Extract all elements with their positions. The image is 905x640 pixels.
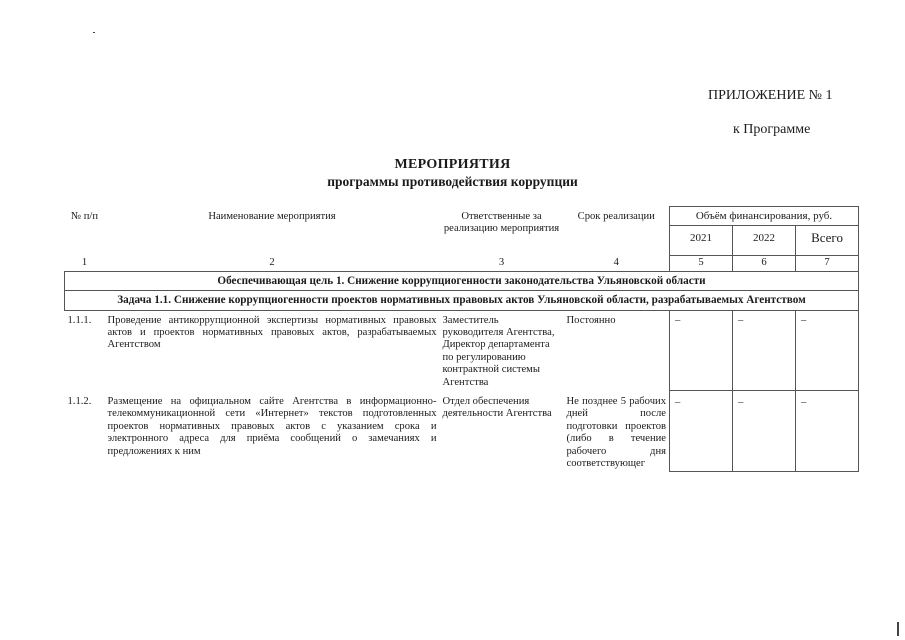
col-header-name: Наименование мероприятия: [208, 210, 336, 222]
col-number: 6: [733, 256, 796, 271]
row-total: –: [796, 310, 859, 390]
row-responsible: Отдел обеспечения деятельности Агентства: [442, 396, 552, 420]
goal-row: [65, 271, 859, 290]
col-number: 4: [613, 256, 619, 268]
table-row: [65, 310, 859, 390]
row-name: Размещение на официальном сайте Агентства в информационно-телекоммуникационной сети «Интернет» текстов подготовленных проектов нормативных правовых актов с указанием срока и электронного адреса для приёма сообщений о замечаниях и предложениях к ним: [107, 396, 437, 457]
col-header-2022: 2022: [733, 226, 796, 256]
col-header-responsible: Ответственные за реализацию мероприятия: [443, 210, 560, 234]
scan-mark: [897, 622, 899, 636]
row-responsible: Заместитель руководителя Агентства, Директор департамента по регулированию контрактной системы Агентства: [442, 314, 555, 388]
col-number: 1: [81, 256, 88, 268]
row-deadline: Постоянно: [566, 314, 616, 326]
row-number: 1.1.1.: [67, 314, 92, 326]
column-numbers-row: [65, 256, 859, 271]
col-number: 2: [269, 256, 275, 268]
col-header-num: № п/п: [70, 210, 99, 222]
row-2021: –: [670, 390, 733, 471]
col-number: 5: [670, 256, 733, 271]
col-number: 3: [498, 256, 505, 268]
goal-heading: Обеспечивающая цель 1. Снижение коррупциогенности законодательства Ульяновской области: [65, 271, 859, 290]
appendix-subtitle: к Программе: [733, 122, 811, 137]
col-header-2021: 2021: [670, 226, 733, 256]
measures-table: [64, 206, 859, 472]
table-header-row: [65, 207, 859, 226]
row-2021: –: [670, 310, 733, 390]
task-row: [65, 291, 859, 310]
row-deadline: Не позднее 5 рабочих дней после подготовки проектов (либо в течение рабочего дня соответствующег: [564, 390, 670, 471]
col-header-financing: Объём финансирования, руб.: [670, 207, 859, 226]
col-number: 7: [796, 256, 859, 271]
row-number: 1.1.2.: [67, 396, 92, 408]
row-2022: –: [733, 310, 796, 390]
scan-mark: [93, 32, 95, 33]
row-2022: –: [733, 390, 796, 471]
row-name: Проведение антикоррупционной экспертизы нормативных правовых актов и проектов нормативных правовых актов, разрабатываемых Агентством: [107, 314, 437, 351]
col-header-deadline: Срок реализации: [577, 210, 655, 222]
row-total: –: [796, 390, 859, 471]
appendix-label: ПРИЛОЖЕНИЕ № 1: [708, 88, 833, 103]
task-heading: Задача 1.1. Снижение коррупциогенности проектов нормативных правовых актов Ульяновской области, разрабатываемых Агентством: [65, 291, 859, 310]
table-row: [65, 390, 859, 471]
col-header-total: Всего: [796, 226, 859, 256]
document-title: МЕРОПРИЯТИЯ: [394, 157, 511, 172]
document-subtitle: программы противодействия коррупции: [327, 174, 578, 189]
